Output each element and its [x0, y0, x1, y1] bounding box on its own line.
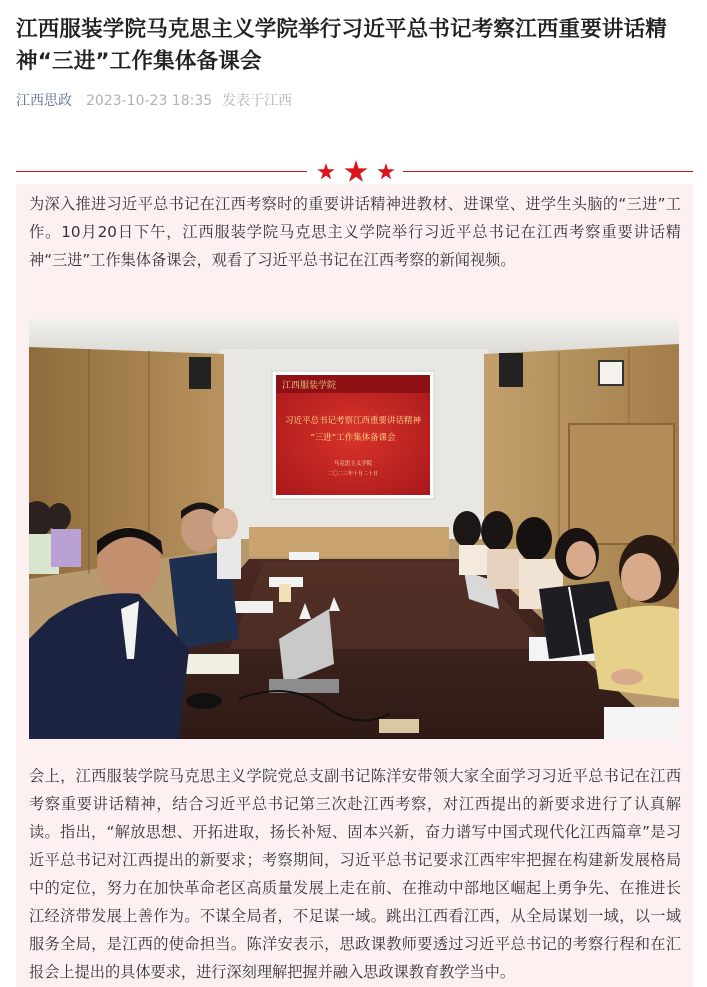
meeting-photo[interactable]: [29, 319, 679, 739]
account-name-link[interactable]: 江西思政: [16, 93, 72, 109]
publish-location: 发表于江西: [222, 93, 293, 109]
star-icon: [344, 160, 368, 184]
article-meta: [16, 91, 292, 111]
screen-date: 二〇二三年十月二十日: [327, 471, 379, 477]
stars-group: [307, 158, 403, 184]
paragraph-intro: 为深入推进习近平总书记在江西考察时的重要讲话精神进教材、进课堂、进学生头脑的“三进”工作。10月20日下午，江西服装学院马克思主义学院举行习近平总书记在江西考察重要讲话精神“三进”工作集体备课会，观看了习近平总书记在江西考察的新闻视频。: [29, 195, 681, 269]
screen-title-line-2: “三进”工作集体备课会: [310, 433, 396, 443]
article-body: [16, 184, 693, 987]
star-icon: [317, 163, 335, 181]
publish-date: 2023-10-23 18:35: [86, 93, 213, 109]
screen-logo-text: 江西服装学院: [282, 381, 337, 391]
screen-title-line-1: 习近平总书记考察江西重要讲话精神: [284, 416, 422, 426]
paragraph-main: 会上，江西服装学院马克思主义学院党总支副书记陈洋安带领大家全面学习习近平总书记在江西考察重要讲话精神，结合习近平总书记第三次赴江西考察，对江西提出的新要求进行了认真解读。指出，“解放思想、开拓进取，扬长补短、固本兴新，奋力谱写中国式现代化江西篇章”是习近平总书记对江西提出的新要求；考察期间，习近平总书记要求江西牢牢把握在构建新发展格局中的定位，努力在加快革命老区高质量发展上走在前、在推动中部地区崛起上勇争先、在推进长江经济带发展上善作为。不谋全局者，不足谋一域。跳出江西看江西，从全局谋划一域，以一域服务全局，是江西的使命担当。陈洋安表示，思政课教师要透过习近平总书记的考察行程和在汇报会上提出的具体要求，进行深刻理解把握并融入思政课教育教学当中。: [29, 767, 681, 981]
star-divider-banner: [16, 158, 693, 184]
star-icon: [377, 163, 395, 181]
article-title: 江西服装学院马克思主义学院举行习近平总书记考察江西重要讲话精神“三进”工作集体备课会: [16, 17, 668, 74]
screen-org: 马克思主义学院: [333, 461, 373, 467]
